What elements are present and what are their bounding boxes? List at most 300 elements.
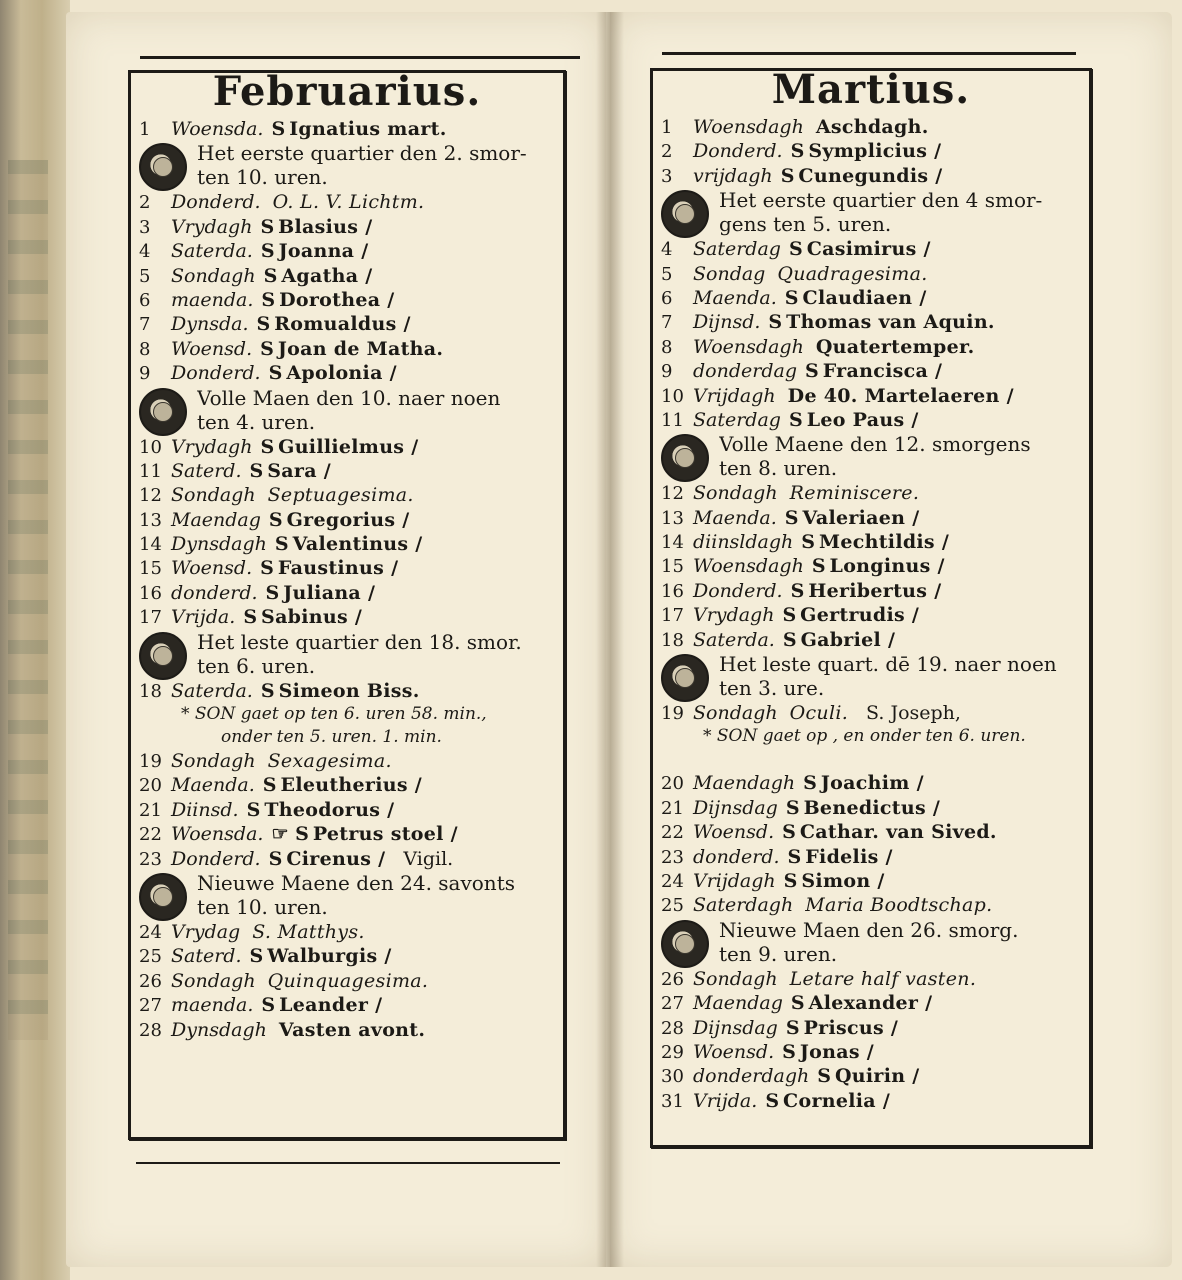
saint-symbol: S [271,118,286,140]
feast-name: Walburgis / [267,945,392,968]
feast-name: Septuagesima. [267,484,414,507]
saint-symbol: S [243,606,258,629]
feast-name: Romualdus / [274,313,411,336]
moon-phase-time: ten 10. uren. [197,894,328,919]
calendar-day-row [661,359,1085,383]
feast-name: Quadragesima. [777,262,928,285]
moon-face-icon [661,920,709,968]
calendar-day-row [139,679,559,703]
feast-name: O. L. V. Lichtm. [272,191,425,214]
march-frame [650,68,1092,1148]
day-number: 3 [139,216,151,238]
feast-name: Longinus / [829,555,945,578]
feast-name: Sara / [267,459,331,482]
saint-symbol: S [782,821,796,844]
day-number: 30 [661,1066,684,1088]
calendar-day-row [661,286,1085,310]
saint-symbol: S [780,164,795,187]
feast-name: Heribertus / [808,579,942,602]
moon-phase-time: ten 6. uren. [197,653,316,678]
feast-name: Agatha / [281,264,373,287]
calendar-day-row [139,798,559,822]
moon-phase-entry [139,871,559,920]
feast-name: Juliana / [283,581,376,604]
feast-name: Reminiscere. [789,482,920,505]
day-number: 6 [661,287,673,309]
calendar-day-row [661,335,1085,359]
weekday-abbrev: Donderd. [693,579,783,602]
saint-symbol: S [249,945,264,968]
day-number: 21 [139,799,162,821]
calendar-day-row [661,1016,1085,1040]
february-frame [128,70,566,1140]
weekday-abbrev: Vrijda. [171,606,236,629]
day-number: 13 [661,507,684,529]
day-number: 3 [661,165,673,187]
sunrise-note [139,703,559,749]
month-title-february: Februarius. [212,68,482,115]
weekday-abbrev: Woensdagh [693,116,804,138]
feast-name: Fidelis / [805,845,893,868]
moon-phase-entry [139,141,559,190]
feast-name: Mechtildis / [819,531,950,554]
saint-symbol: S [262,774,277,797]
saint-symbol: S [263,264,278,287]
saint-symbol: S [260,215,275,238]
calendar-day-row [661,579,1085,603]
moon-phase-line: Het leste quart. dē 19. naer noen [719,652,1057,677]
saint-symbol: S [246,798,261,821]
calendar-day-row [139,508,559,532]
weekday-abbrev: Maendag [171,508,261,531]
weekday-abbrev: Maendagh [693,772,796,795]
calendar-day-row [139,944,559,968]
saint-symbol: S [249,459,264,482]
weekday-abbrev: Saterdag [693,408,781,431]
day-number: 12 [661,483,684,505]
calendar-day-row [661,530,1085,554]
moon-face-icon [661,654,709,702]
feast-name: Oculi. [789,702,849,725]
saint-symbol: S [785,796,800,819]
weekday-abbrev: maenda. [171,994,254,1017]
feast-name: Valeriaen / [802,506,920,529]
day-number: 27 [139,995,162,1017]
day-number: 5 [139,265,151,287]
moon-phase-entry [661,188,1085,237]
calendar-day-row [139,117,559,141]
feast-name: Dorothea / [279,288,395,311]
calendar-day-row [661,506,1085,530]
moon-phase-time: ten 10. uren. [197,165,328,190]
day-number: 17 [661,605,684,627]
feast-name: S. Matthys. [252,920,365,943]
day-number: 4 [139,241,151,263]
day-number: 5 [661,263,673,285]
feast-name: Gabriel / [800,628,896,651]
calendar-day-row [661,796,1085,820]
day-number: 26 [139,970,162,992]
calendar-day-row [139,264,559,288]
calendar-day-row [139,847,559,871]
feast-name: Sexagesima. [267,750,392,773]
moon-phase-entry [139,630,559,679]
weekday-abbrev: Saterdag [693,238,781,261]
weekday-abbrev: Donderd. [171,191,261,214]
day-number: 10 [139,436,162,458]
feast-name: Quatertemper. [815,335,975,358]
feast-name: Valentinus / [292,533,423,556]
weekday-abbrev: Woensda. [171,823,264,846]
moon-phase-time: ten 8. uren. [719,456,838,481]
moon-phase-time: ten 9. uren. [719,941,838,966]
day-number: 1 [139,119,151,140]
saint-symbol: S [260,337,274,360]
weekday-abbrev: Donderd. [171,362,261,385]
day-number: 18 [139,680,162,702]
calendar-day-row [661,237,1085,261]
day-number: 14 [139,534,162,556]
calendar-day-row [661,384,1085,408]
weekday-abbrev: Woensdagh [693,555,804,578]
feast-name: Cirenus / [286,847,386,870]
weekday-abbrev: Dijnsdag [693,796,778,819]
saint-symbol: S [765,1089,780,1112]
calendar-day-row [139,239,559,263]
feast-name: Maria Boodtschap. [805,894,993,917]
feast-name: Cathar. van Sived. [799,821,997,844]
feast-name: Francisca / [822,360,943,383]
calendar-day-row [661,820,1085,844]
weekday-abbrev: Dynsda. [171,313,249,336]
saint-symbol: S [260,240,275,263]
day-number: 11 [661,409,684,431]
weekday-abbrev: Sondagh [171,750,256,773]
feast-name: De 40. Martelaeren / [787,384,1014,407]
weekday-abbrev: Vrydag [171,920,241,943]
moon-phase-line: Volle Maen den 10. naer noen [197,385,501,410]
weekday-abbrev: Woensda. [171,118,264,140]
feast-name: Cunegundis / [798,164,943,187]
day-number: 23 [661,846,684,868]
feast-name: Blasius / [278,215,373,238]
saint-symbol: S [811,555,826,578]
feast-name: Symplicius / [808,140,942,163]
march-entries [661,115,1085,1113]
moon-phase-line: Het eerste quartier den 2. smor- [197,141,527,166]
day-number: 26 [661,968,684,990]
calendar-day-row [139,920,559,944]
feast-name: Thomas van Aquin. [786,311,995,334]
calendar-day-row [139,773,559,797]
weekday-abbrev: Sondagh [693,967,778,990]
feast-name: Quinquagesima. [267,969,429,992]
saint-symbol: S [265,581,280,604]
moon-phase-entry [661,918,1085,967]
saint-symbol: S [803,772,817,795]
moon-phase-time: ten 3. ure. [719,676,825,701]
saint-symbol: S [784,286,799,309]
feast-name: Claudiaen / [802,286,927,309]
saint-symbol: S [268,847,283,870]
day-number: 23 [139,848,162,870]
moon-face-icon [661,434,709,482]
calendar-day-row [661,967,1085,991]
day-number: 19 [661,703,684,725]
saint-symbol: S [788,238,803,261]
calendar-day-row [661,310,1085,334]
weekday-abbrev: donderdagh [693,1065,810,1088]
day-number: 25 [661,895,684,917]
calendar-day-row [661,1040,1085,1064]
weekday-abbrev: Vrijdagh [693,869,776,892]
weekday-abbrev: Vrydagh [171,215,253,238]
day-number: 6 [139,289,151,311]
day-number: 7 [661,312,673,334]
moon-phase-entry [661,652,1085,701]
day-number: 22 [139,824,162,846]
weekday-abbrev: Dynsdagh [171,1018,267,1041]
saint-symbol: S [261,994,276,1017]
book-gutter [596,12,624,1267]
day-number: 8 [661,336,673,358]
day-number: 21 [661,797,684,819]
sunrise-line: * SON gaet op ten 6. uren 58. min., [181,704,487,725]
day-number: 16 [661,580,684,602]
february-entries [139,117,559,1042]
saint-symbol: S [274,533,289,556]
day-number: 10 [661,385,684,407]
calendar-day-row [661,115,1085,139]
feast-name: Leo Paus / [806,408,919,431]
calendar-day-row [139,993,559,1017]
weekday-abbrev: donderdag [693,360,797,383]
moon-face-icon [139,873,187,921]
saint-symbol: S [256,313,271,336]
calendar-day-row [139,288,559,312]
weekday-abbrev: Vrijdagh [693,384,776,407]
saint-symbol: S [260,557,274,580]
weekday-abbrev: Maendag [693,992,783,1015]
calendar-day-row [139,337,559,361]
calendar-day-row [139,312,559,336]
feast-name: Guillielmus / [278,435,419,458]
calendar-day-row [139,556,559,580]
calendar-day-row [661,139,1085,163]
feast-name: Gregorius / [286,508,410,531]
weekday-abbrev: Woensd. [171,557,253,580]
moon-phase-entry [139,386,559,435]
weekday-abbrev: vrijdagh [693,164,773,187]
feast-extra: Vigil. [403,847,454,870]
day-number: 28 [139,1019,162,1041]
saint-symbol: S [260,679,275,702]
moon-phase-line: Volle Maene den 12. smorgens [719,432,1031,457]
day-number: 18 [661,629,684,651]
day-number: 22 [661,822,684,844]
book-cover-edge [0,0,70,1280]
weekday-abbrev: diinsldagh [693,531,794,554]
weekday-abbrev: Saterda. [693,628,775,651]
day-number: 9 [661,361,673,383]
weekday-abbrev: Sondagh [171,264,256,287]
weekday-abbrev: donderd. [171,581,258,604]
saint-symbol: S [268,508,283,531]
left-bottom-rule [136,1162,560,1164]
saint-symbol: S [260,435,275,458]
weekday-abbrev: donderd. [693,845,780,868]
calendar-day-row [661,893,1085,917]
calendar-day-row [661,845,1085,869]
weekday-abbrev: Sondag [693,262,766,285]
day-number: 9 [139,363,151,385]
weekday-abbrev: Vrydagh [693,604,775,627]
moon-face-icon [661,190,709,238]
saint-symbol: S [268,362,283,385]
feast-name: Alexander / [808,992,933,1015]
saint-symbol: S [804,360,819,383]
weekday-abbrev: Sondagh [171,969,256,992]
saint-symbol: S [261,288,276,311]
weekday-abbrev: Maenda. [693,286,777,309]
feast-name: Priscus / [803,1016,899,1039]
saint-symbol: S [768,311,783,334]
feast-extra: S. Joseph, [866,702,961,725]
calendar-day-row [139,532,559,556]
calendar-day-row [661,262,1085,286]
sunset-line: onder ten 5. uren. 1. min. [221,727,442,748]
moon-phase-line: Nieuwe Maen den 26. smorg. [719,917,1019,942]
saint-symbol: S [788,408,803,431]
day-number: 25 [139,946,162,968]
feast-name: Jonas / [799,1040,874,1063]
weekday-abbrev: Sondagh [171,484,256,507]
sunrise-line: * SON gaet op , en onder ten 6. uren. [703,726,1026,747]
weekday-abbrev: Maenda. [693,506,777,529]
weekday-abbrev: Woensdagh [693,335,804,358]
weekday-abbrev: Dijnsd. [693,311,761,334]
day-number: 20 [139,775,162,797]
weekday-abbrev: Dynsdagh [171,533,267,556]
weekday-abbrev: Saterd. [171,945,242,968]
feast-name: Vasten avont. [278,1018,426,1041]
calendar-day-row [139,822,559,846]
feast-name: Letare half vasten. [789,967,977,990]
moon-phase-time: ten 4. uren. [197,409,316,434]
saint-symbol: S [782,1040,796,1063]
calendar-day-row [661,164,1085,188]
day-number: 7 [139,314,151,336]
calendar-day-row [139,581,559,605]
day-number: 16 [139,582,162,604]
weekday-abbrev: Vrydagh [171,435,253,458]
weekday-abbrev: Sondagh [693,702,778,725]
day-number: 2 [661,141,673,163]
weekday-abbrev: Woensd. [171,337,253,360]
weekday-abbrev: Woensd. [693,1040,775,1063]
feast-name: Benedictus / [803,796,941,819]
calendar-day-row [661,771,1085,795]
calendar-day-row [139,435,559,459]
weekday-abbrev: Saterda. [171,240,253,263]
feast-name: Petrus stoel / [312,823,458,846]
day-number: 29 [661,1041,684,1063]
day-number: 31 [661,1090,684,1112]
feast-name: Casimirus / [806,238,931,261]
day-number: 4 [661,239,673,261]
calendar-day-row [139,483,559,507]
calendar-day-row [139,605,559,629]
saint-symbol: S [787,845,802,868]
weekday-abbrev: Maenda. [171,774,255,797]
saint-symbol: S [790,579,805,602]
day-number: 1 [661,117,673,138]
feast-name: Joan de Matha. [277,337,444,360]
calendar-day-row [661,701,1085,725]
day-number: 8 [139,338,151,360]
saint-symbol: S [783,869,798,892]
calendar-day-row [661,554,1085,578]
day-number: 19 [139,751,162,773]
weekday-abbrev: Saterda. [171,679,253,702]
calendar-day-row [139,749,559,773]
day-number: 24 [661,870,684,892]
feast-name: Leander / [279,994,383,1017]
weekday-abbrev: Donderd. [171,847,261,870]
day-number: 27 [661,993,684,1015]
calendar-day-row [661,481,1085,505]
calendar-day-row [139,1018,559,1042]
saint-symbol: S [801,531,816,554]
right-top-rule [662,52,1076,55]
month-title-march: Martius. [771,66,971,113]
feast-name: Simon / [801,869,885,892]
moon-phase-line: Het eerste quartier den 4 smor- [719,188,1043,213]
calendar-day-row [661,408,1085,432]
saint-symbol: S [784,506,799,529]
day-number: 2 [139,192,151,214]
day-number: 13 [139,509,162,531]
calendar-day-row [661,603,1085,627]
day-number: 12 [139,485,162,507]
feast-name: Theodorus / [264,798,395,821]
feast-name: Quirin / [834,1065,920,1088]
calendar-day-row [139,190,559,214]
calendar-day-row [661,1089,1085,1113]
weekday-abbrev: maenda. [171,288,254,311]
feast-name: Joanna / [278,240,369,263]
weekday-abbrev: Donderd. [693,140,783,163]
feast-name: Sabinus / [261,606,363,629]
saint-symbol: ☞ S [271,823,309,846]
moon-face-icon [139,632,187,680]
saint-symbol: S [790,140,805,163]
day-number: 15 [661,556,684,578]
calendar-day-row [661,1064,1085,1088]
day-number: 11 [139,460,162,482]
moon-face-icon [139,388,187,436]
day-number: 17 [139,607,162,629]
moon-phase-entry [661,432,1085,481]
day-number: 20 [661,773,684,795]
feast-name: Faustinus / [277,557,399,580]
calendar-day-row [139,969,559,993]
feast-name: Ignatius mart. [289,118,447,140]
sunrise-note [661,725,1085,771]
day-number: 15 [139,558,162,580]
day-number: 28 [661,1017,684,1039]
feast-name: Joachim / [820,772,924,795]
